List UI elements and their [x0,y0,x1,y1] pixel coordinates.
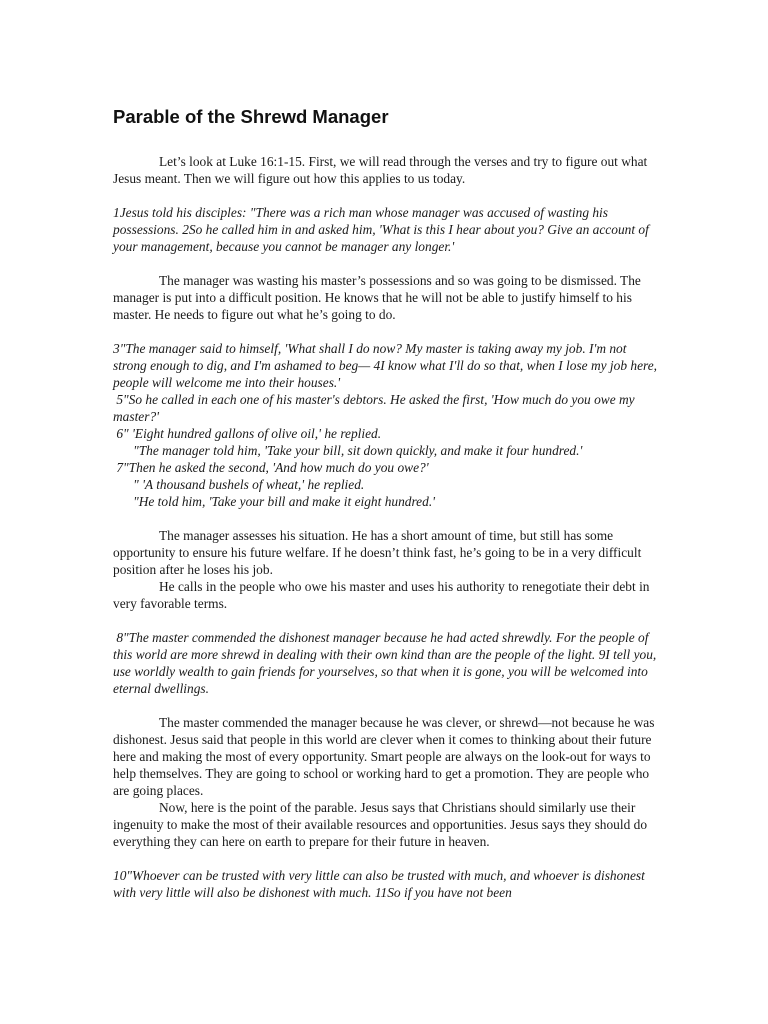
body-paragraph: He calls in the people who owe his master and uses his authority to renegotiate their debt in very favorable terms. [113,579,650,611]
scripture-line: "He told him, 'Take your bill and make it eight hundred.' [113,494,436,509]
scripture-line: 10"Whoever can be trusted with very little can also be trusted with much, and whoever is dishonest with very little will also be dishonest with much. 11So if you have not been [113,868,649,900]
body-paragraph: Now, here is the point of the parable. Jesus says that Christians should similarly use their ingenuity to make the most of their available resources and opportunities. Jesus says they should do everything they can here on earth to prepare for their future in heaven. [113,800,648,849]
scripture-passage [113,204,658,255]
scripture-line: 8"The master commended the dishonest manager because he had acted shrewdly. For the people of this world are more shrewd in dealing with their own kind than are the people of the light. 9I tell you, use worldly wealth to gain friends for yourselves, so that when it is gone, you will be welcomed into eternal dwellings. [113,630,660,696]
scripture-line: "The manager told him, 'Take your bill, sit down quickly, and make it four hundred.' [113,443,583,458]
scripture-passage [113,340,661,510]
scripture-line: 7"Then he asked the second, 'And how much do you owe?' [113,460,429,475]
body-paragraph: The master commended the manager because he was clever, or shrewd—not because he was dishonest. Jesus said that people in this world are clever when it comes to thinking about their future here and making the most of every opportunity. Smart people are always on the look-out for ways to help themselves. They are going to school or working hard to get a promotion. They are people who are going places. [113,715,655,798]
scripture-passage [113,867,658,901]
body-paragraph: The manager assesses his situation. He has a short amount of time, but still has some opportunity to ensure his future welfare. If he doesn’t think fast, he’s going to be in a very difficult position after he loses his job. [113,528,642,577]
document-title: Parable of the Shrewd Manager [113,106,389,127]
scripture-line: 3"The manager said to himself, 'What shall I do now? My master is taking away my job. I'm not strong enough to dig, and I'm ashamed to beg— 4I know what I'll do so that, when I lose my job here, people will welcome me into their houses.' [113,341,661,390]
body-paragraph: Let’s look at Luke 16:1-15. First, we will read through the verses and try to figure out what Jesus meant. Then we will figure out how this applies to us today. [113,154,648,186]
scripture-passage [113,629,658,697]
scripture-line: 5"So he called in each one of his master's debtors. He asked the first, 'How much do you owe my master?' [113,392,638,424]
document-page [113,105,661,901]
scripture-line: 1Jesus told his disciples: "There was a rich man whose manager was accused of wasting his possessions. 2So he called him in and asked him, 'What is this I hear about you? Give an account of your management, because you cannot be manager any longer.' [113,205,653,254]
body-paragraph: The manager was wasting his master’s possessions and so was going to be dismissed. The manager is put into a difficult position. He knows that he will not be able to justify himself to his master. He needs to figure out what he’s going to do. [113,273,641,322]
scripture-line: 6" 'Eight hundred gallons of olive oil,' he replied. [113,426,382,441]
scripture-line: " 'A thousand bushels of wheat,' he replied. [113,477,365,492]
